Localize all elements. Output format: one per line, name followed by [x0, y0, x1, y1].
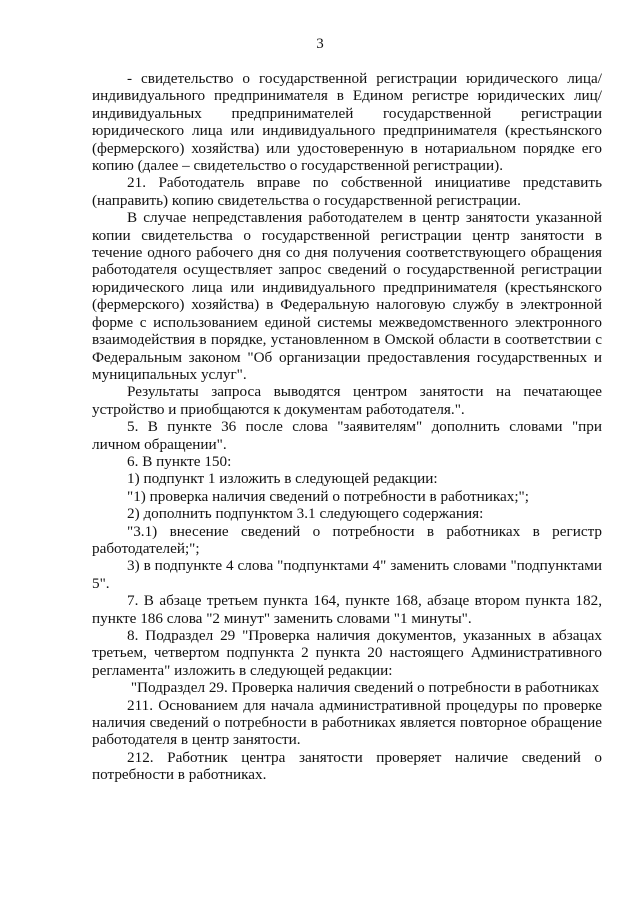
- paragraph-21: 21. Работодатель вправе по собственной инициативе представить (направить) копию свидетельства о государственной регистрации.: [92, 174, 602, 209]
- paragraph-subitem-3: 3) в подпункте 4 слова "подпунктами 4" заменить словами "подпунктами 5".: [92, 557, 602, 592]
- paragraph-nonsubmission: В случае непредставления работодателем в центр занятости указанной копии свидетельства о государственной регистрации центр занятости в течение одного рабочего дня со дня получения соответствующего обращения работодателя осуществляет запрос сведений о государственной регистрации юридического лица или индивидуального предпринимателя (крестьянского (фермерского) хозяйства) в Федеральную налоговую службу в электронной форме с использованием единой системы межведомственного электронного взаимодействия в порядке, установленном в Омской области в соответствии с Федеральным законом "Об организации предоставления государственных и муниципальных услуг".: [92, 209, 602, 383]
- paragraph-item-6: 6. В пункте 150:: [127, 452, 232, 470]
- paragraph-certificate-item: - свидетельство о государственной регистрации юридического лица/индивидуального предпринимателя в Едином регистре юридических лиц/индивидуальных предпринимателей государственной регистрации юридического лица или индивидуального предпринимателя (крестьянского (фермерского) хозяйства) или удостоверенную в нотариальном порядке его копию (далее – свидетельство о государственной регистрации).: [92, 70, 602, 175]
- paragraph-subitem-3-1-text: "3.1) внесение сведений о потребности в работниках в регистр работодателей;";: [92, 522, 602, 557]
- paragraph-211: 211. Основанием для начала административной процедуры по проверке наличия сведений о потребности в работниках является повторное обращение работодателя в центр занятости.: [92, 696, 602, 749]
- paragraph-subitem-1-text: "1) проверка наличия сведений о потребности в работниках;";: [127, 487, 529, 505]
- paragraph-212: 212. Работник центра занятости проверяет наличие сведений о потребности в работниках.: [92, 748, 602, 784]
- paragraph-item-7: 7. В абзаце третьем пункта 164, пункте 168, абзаце втором пункта 182, пункте 186 слова "2 минут" заменить словами "1 минуты".: [92, 592, 602, 627]
- paragraph-subitem-1: 1) подпункт 1 изложить в следующей редакции:: [127, 470, 438, 488]
- paragraph-item-5: 5. В пункте 36 после слова "заявителям" дополнить словами "при личном обращении".: [92, 418, 602, 453]
- paragraph-subitem-2: 2) дополнить подпунктом 3.1 следующего содержания:: [127, 505, 484, 523]
- page-number: 3: [316, 36, 324, 52]
- paragraph-request-results: Результаты запроса выводятся центром занятости на печатающее устройство и приобщаются к документам работодателя.".: [92, 383, 602, 418]
- subsection-29-title: "Подраздел 29. Проверка наличия сведений о потребности в работниках: [130, 679, 600, 697]
- paragraph-item-8: 8. Подраздел 29 "Проверка наличия документов, указанных в абзацах третьем, четвертом подпункта 2 пункта 20 настоящего Административного регламента" изложить в следующей редакции:: [92, 627, 602, 679]
- document-body: [92, 70, 602, 784]
